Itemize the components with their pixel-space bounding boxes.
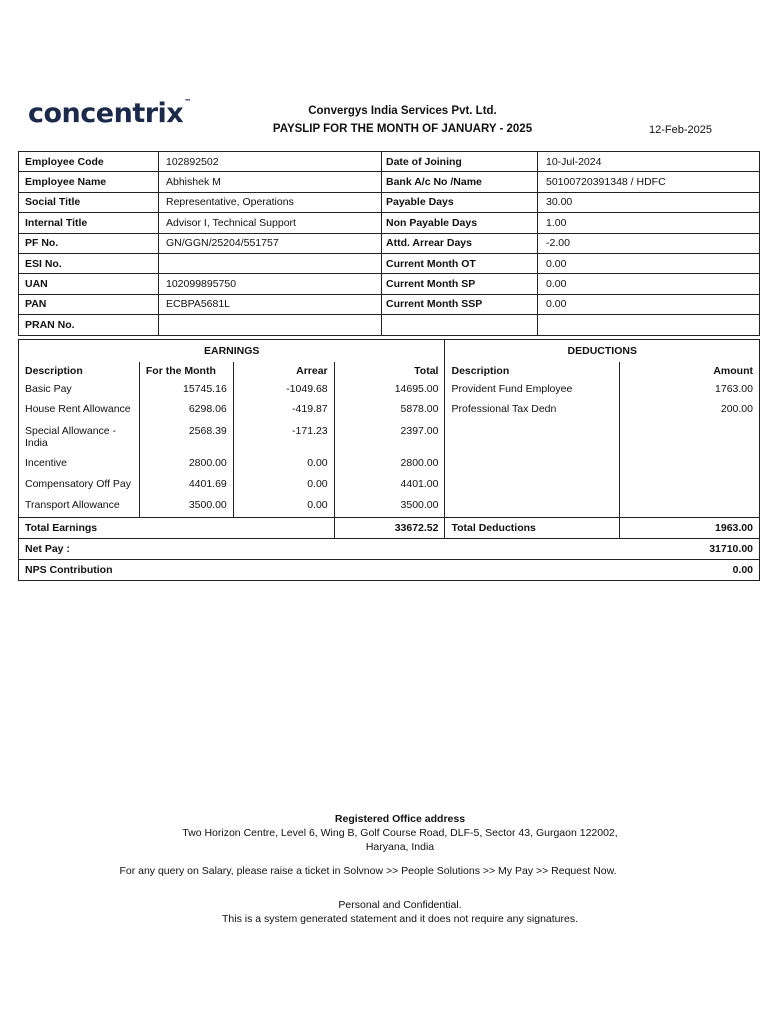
salary-query-note: For any query on Salary, please raise a ticket in Solvnow >> People Solutions >> My Pay >> Request Now. xyxy=(119,865,617,877)
pay-line-row xyxy=(19,454,760,475)
info-label-2: Bank A/c No /Name xyxy=(382,172,538,192)
info-value-2: 30.00 xyxy=(538,192,760,212)
info-label-2: Non Payable Days xyxy=(382,213,538,233)
payslip-date: 12-Feb-2025 xyxy=(649,124,712,136)
earning-arrear: -419.87 xyxy=(233,400,334,422)
earn-col-total: Total xyxy=(334,362,445,380)
employee-info-row xyxy=(19,294,760,314)
deduction-amount: 1763.00 xyxy=(620,380,760,400)
info-value-2: 50100720391348 / HDFC xyxy=(538,172,760,192)
earning-total: 2397.00 xyxy=(334,422,445,454)
earn-col-month: For the Month xyxy=(139,362,233,380)
info-value: 102892502 xyxy=(159,152,382,172)
deduction-amount: 200.00 xyxy=(620,400,760,422)
info-label: PRAN No. xyxy=(19,315,159,335)
info-label: Employee Name xyxy=(19,172,159,192)
net-pay-label: Net Pay : xyxy=(19,538,620,559)
info-value xyxy=(159,315,382,335)
employee-info-row xyxy=(19,172,760,192)
earning-arrear: -171.23 xyxy=(233,422,334,454)
deduction-description: Provident Fund Employee xyxy=(445,380,620,400)
info-label: Employee Code xyxy=(19,152,159,172)
info-label-2: Attd. Arrear Days xyxy=(382,233,538,253)
info-value: GN/GGN/25204/551757 xyxy=(159,233,382,253)
info-value-2: 1.00 xyxy=(538,213,760,233)
info-value-2: -2.00 xyxy=(538,233,760,253)
info-value xyxy=(159,253,382,273)
deduction-amount xyxy=(620,454,760,475)
employee-info-table xyxy=(18,151,760,336)
info-label-2: Current Month OT xyxy=(382,253,538,273)
info-label-2 xyxy=(382,315,538,335)
info-value-2: 0.00 xyxy=(538,253,760,273)
earning-total: 5878.00 xyxy=(334,400,445,422)
pay-line-row xyxy=(19,475,760,496)
nps-value: 0.00 xyxy=(620,559,760,580)
info-label-2: Current Month SSP xyxy=(382,294,538,314)
info-value: Advisor I, Technical Support xyxy=(159,213,382,233)
address-line-2: Haryana, India xyxy=(365,841,435,853)
address-line-1: Two Horizon Centre, Level 6, Wing B, Golf Course Road, DLF-5, Sector 43, Gurgaon 122002, xyxy=(182,827,618,839)
deduction-description xyxy=(445,475,620,496)
ded-col-amount: Amount xyxy=(620,362,760,380)
earning-month: 6298.06 xyxy=(139,400,233,422)
info-value: 102099895750 xyxy=(159,274,382,294)
logo-text: concentrix xyxy=(28,98,184,129)
registered-office-heading: Registered Office address xyxy=(334,813,466,825)
confidential-note: Personal and Confidential. xyxy=(338,899,462,911)
deduction-amount xyxy=(620,496,760,517)
employee-info-row xyxy=(19,213,760,233)
concentrix-logo xyxy=(28,98,191,129)
earning-description: House Rent Allowance xyxy=(19,400,140,422)
employee-info-row xyxy=(19,253,760,273)
pay-line-row xyxy=(19,496,760,517)
earning-month: 2568.39 xyxy=(139,422,233,454)
deductions-heading: DEDUCTIONS xyxy=(445,340,760,363)
earning-total: 4401.00 xyxy=(334,475,445,496)
earning-arrear: 0.00 xyxy=(233,496,334,517)
earning-total: 2800.00 xyxy=(334,454,445,475)
pay-line-row xyxy=(19,400,760,422)
earning-month: 2800.00 xyxy=(139,454,233,475)
earning-month: 3500.00 xyxy=(139,496,233,517)
earning-month: 15745.16 xyxy=(139,380,233,400)
earning-month: 4401.69 xyxy=(139,475,233,496)
pay-line-row xyxy=(19,380,760,400)
info-label: PF No. xyxy=(19,233,159,253)
info-label-2: Date of Joining xyxy=(382,152,538,172)
info-value: ECBPA5681L xyxy=(159,294,382,314)
deduction-description: Professional Tax Dedn xyxy=(445,400,620,422)
info-value-2: 0.00 xyxy=(538,294,760,314)
info-label: UAN xyxy=(19,274,159,294)
earning-total: 3500.00 xyxy=(334,496,445,517)
info-value-2: 10-Jul-2024 xyxy=(538,152,760,172)
deduction-description xyxy=(445,496,620,517)
info-value: Abhishek M xyxy=(159,172,382,192)
company-name: Convergys India Services Pvt. Ltd. xyxy=(308,105,497,117)
info-value: Representative, Operations xyxy=(159,192,382,212)
employee-info-row xyxy=(19,152,760,172)
earning-total: 14695.00 xyxy=(334,380,445,400)
ded-col-description: Description xyxy=(445,362,620,380)
deduction-description xyxy=(445,422,620,454)
payslip-title: PAYSLIP FOR THE MONTH OF JANUARY - 2025 xyxy=(272,123,533,135)
info-label-2: Payable Days xyxy=(382,192,538,212)
employee-info-row xyxy=(19,192,760,212)
employee-info-row xyxy=(19,233,760,253)
employee-info-row xyxy=(19,315,760,335)
info-value-2 xyxy=(538,315,760,335)
earning-arrear: 0.00 xyxy=(233,475,334,496)
earn-col-arrear: Arrear xyxy=(233,362,334,380)
deduction-amount xyxy=(620,475,760,496)
total-deductions-label: Total Deductions xyxy=(445,517,620,538)
info-label-2: Current Month SP xyxy=(382,274,538,294)
earning-description: Compensatory Off Pay xyxy=(19,475,140,496)
earning-description: Incentive xyxy=(19,454,140,475)
earn-col-description: Description xyxy=(19,362,140,380)
earning-description: Special Allowance - India xyxy=(19,422,140,454)
pay-line-row xyxy=(19,422,760,454)
total-deductions-value: 1963.00 xyxy=(620,517,760,538)
earnings-heading: EARNINGS xyxy=(19,340,445,363)
system-generated-note: This is a system generated statement and it does not require any signatures. xyxy=(221,913,579,925)
earning-description: Transport Allowance xyxy=(19,496,140,517)
earning-arrear: 0.00 xyxy=(233,454,334,475)
employee-info-row xyxy=(19,274,760,294)
earning-arrear: -1049.68 xyxy=(233,380,334,400)
nps-label: NPS Contribution xyxy=(19,559,620,580)
info-value-2: 0.00 xyxy=(538,274,760,294)
info-label: Internal Title xyxy=(19,213,159,233)
deduction-description xyxy=(445,454,620,475)
earnings-deductions-table xyxy=(18,339,760,581)
info-label: ESI No. xyxy=(19,253,159,273)
info-label: Social Title xyxy=(19,192,159,212)
total-earnings-label: Total Earnings xyxy=(19,517,335,538)
info-label: PAN xyxy=(19,294,159,314)
logo-trademark: ™ xyxy=(184,98,191,106)
deduction-amount xyxy=(620,422,760,454)
total-earnings-value: 33672.52 xyxy=(334,517,445,538)
earning-description: Basic Pay xyxy=(19,380,140,400)
net-pay-value: 31710.00 xyxy=(620,538,760,559)
